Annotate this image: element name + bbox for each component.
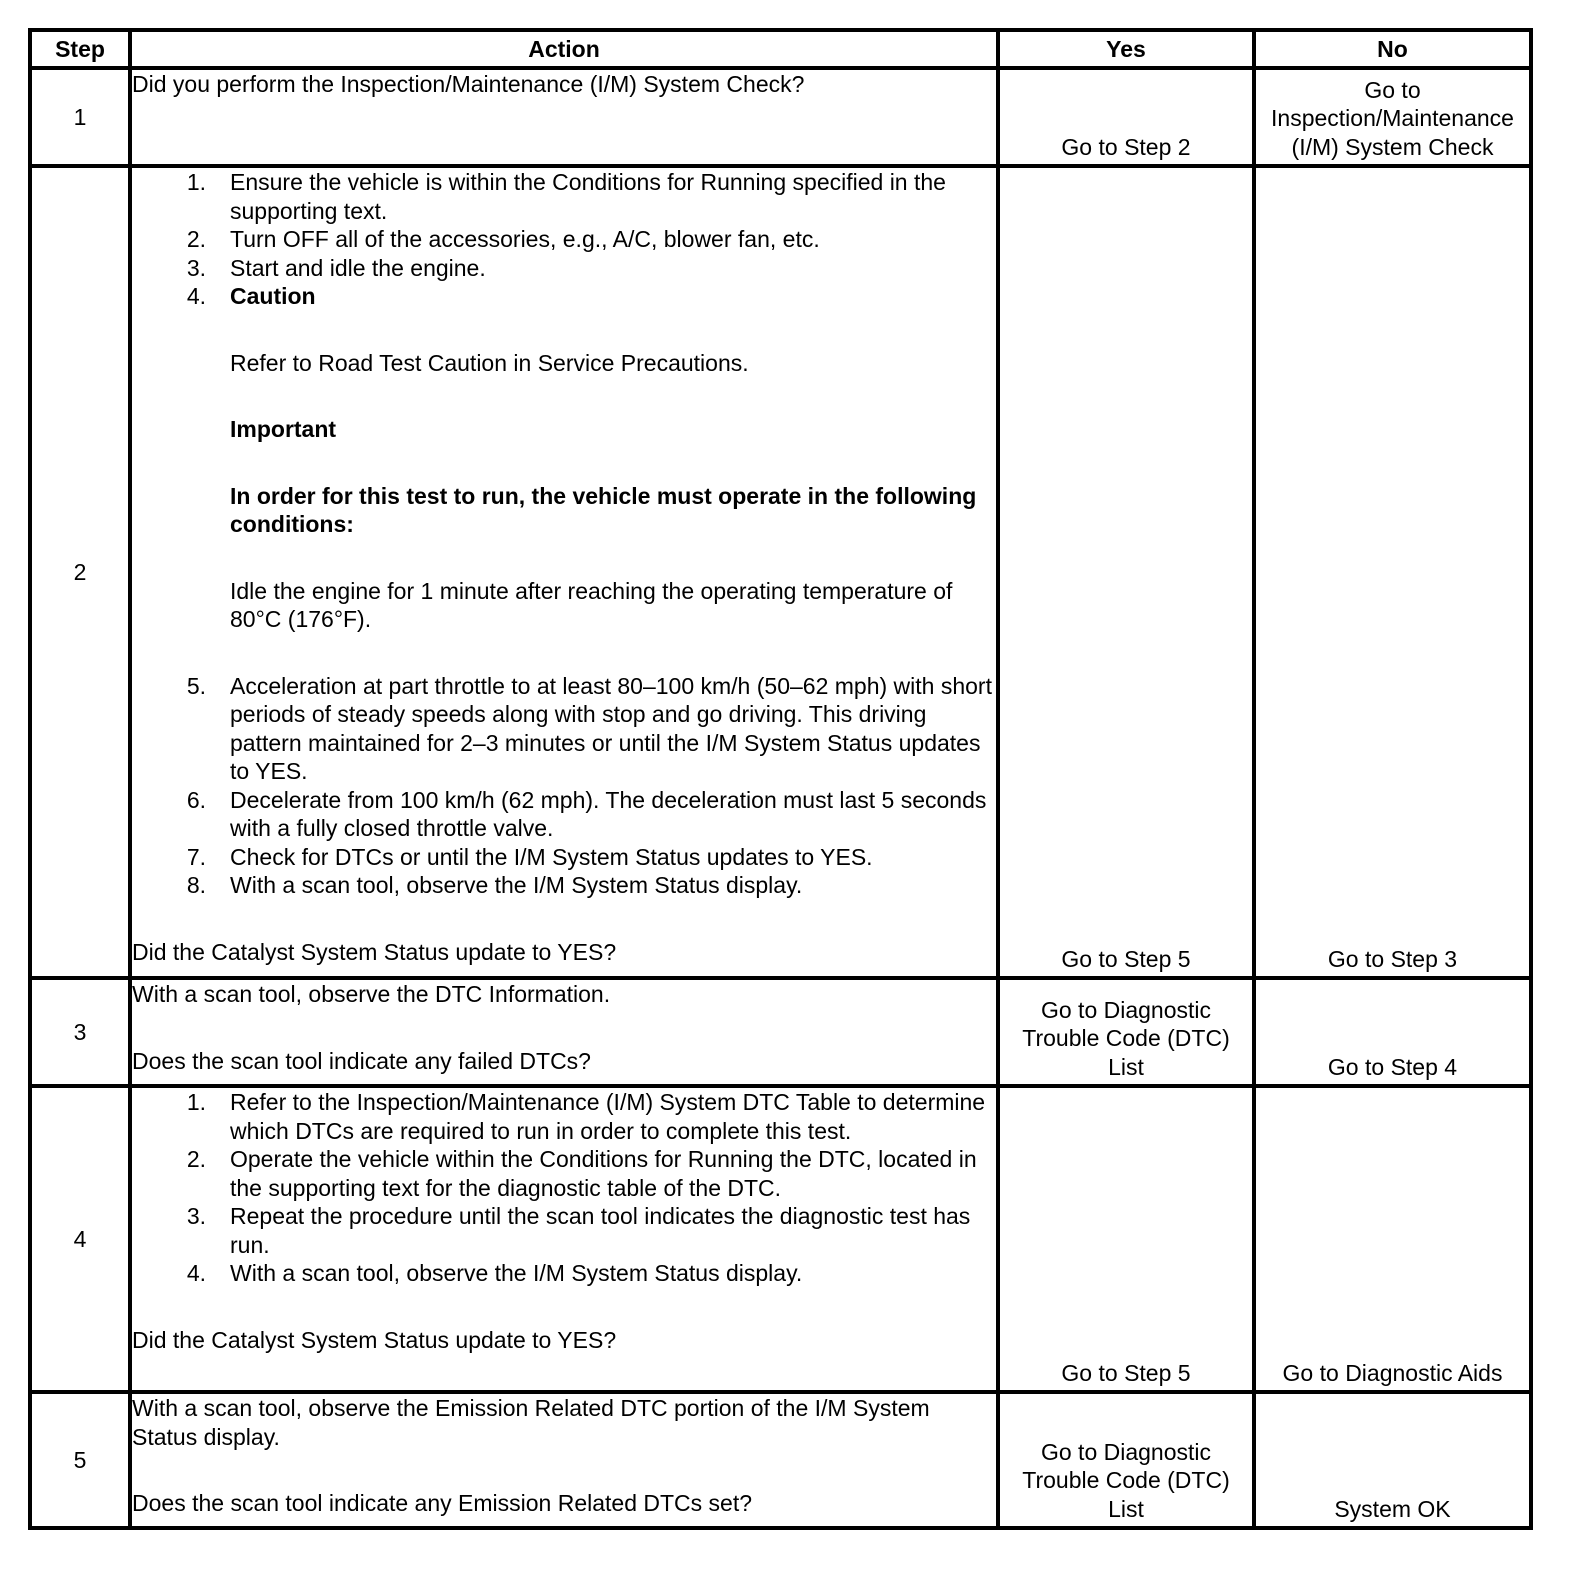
list-item: 3. Repeat the procedure until the scan tool indicates the diagnostic test has run. [186, 1203, 971, 1258]
question-text: Did the Catalyst System Status update to YES? [132, 938, 617, 965]
procedure-list [132, 168, 996, 311]
yes-line: List [1108, 1053, 1144, 1080]
yes-line: Go to Diagnostic [1040, 996, 1212, 1023]
yes-line: Go to Diagnostic [1040, 1438, 1212, 1465]
caution-label: Caution [230, 283, 316, 309]
important-text: In order for this test to run, the vehicle must operate in the following conditions: [230, 482, 977, 537]
important-label: Important [230, 416, 337, 442]
question-text: Did you perform the Inspection/Maintenance (I/M) System Check? [132, 71, 805, 97]
header-row [30, 30, 1531, 68]
table-row [30, 978, 1531, 1086]
step-number: 3 [30, 978, 130, 1086]
action-cell [130, 1392, 998, 1528]
action-cell [130, 166, 998, 978]
list-item: 2. Operate the vehicle within the Conditions for Running the DTC, located in the supporting text for the diagnostic table of the DTC. [186, 1146, 977, 1201]
question-text: Does the scan tool indicate any Emission Related DTCs set? [132, 1490, 753, 1516]
table-row [30, 166, 1531, 978]
list-item: 2. Turn OFF all of the accessories, e.g., A/C, blower fan, etc. [186, 226, 820, 252]
no-line: (I/M) System Check [1291, 133, 1494, 160]
instruction-text: With a scan tool, observe the DTC Information. [132, 981, 611, 1007]
yes-cell: Go to Step 5 [998, 166, 1254, 978]
action-cell [130, 68, 998, 166]
header-action: Action [130, 30, 998, 68]
yes-cell: Go to Step 2 [998, 68, 1254, 166]
list-item: 3. Start and idle the engine. [186, 254, 486, 281]
table-row [30, 1086, 1531, 1392]
step-number: 2 [30, 166, 130, 978]
diagnostic-table [28, 28, 1533, 1530]
action-cell [130, 1086, 998, 1392]
yes-cell [998, 1392, 1254, 1528]
header-step: Step [30, 30, 130, 68]
yes-line: Trouble Code (DTC) [1022, 1025, 1230, 1051]
no-line: Inspection/Maintenance [1271, 105, 1514, 131]
step-number: 4 [30, 1086, 130, 1392]
header-no: No [1254, 30, 1531, 68]
procedure-list [132, 672, 996, 900]
table-row [30, 1392, 1531, 1528]
yes-cell: Go to Step 5 [998, 1086, 1254, 1392]
no-cell: Go to Step 4 [1254, 978, 1531, 1086]
yes-line: Trouble Code (DTC) [1022, 1467, 1230, 1493]
list-item: 1. Refer to the Inspection/Maintenance (I/M) System DTC Table to determine which DTCs are required to run in order to complete this test. [186, 1089, 986, 1144]
list-item: 4. Caution [186, 283, 316, 309]
step-number: 1 [30, 68, 130, 166]
step-number: 5 [30, 1392, 130, 1528]
procedure-list [132, 1088, 996, 1288]
list-item: 8. With a scan tool, observe the I/M System Status display. [186, 872, 803, 898]
instruction-text: With a scan tool, observe the Emission Related DTC portion of the I/M System Status display. [132, 1395, 930, 1450]
no-line: Go to [1364, 76, 1421, 103]
idle-text: Idle the engine for 1 minute after reaching the operating temperature of 80°C (176°F). [230, 577, 953, 632]
list-item: 7. Check for DTCs or until the I/M System Status updates to YES. [186, 843, 873, 870]
caution-text: Refer to Road Test Caution in Service Precautions. [230, 349, 749, 376]
no-cell: Go to Step 3 [1254, 166, 1531, 978]
list-item: 5. Acceleration at part throttle to at least 80–100 km/h (50–62 mph) with short periods of steady speeds along with stop and go driving. This driving pattern maintained for 2–3 minutes or until the I/M System Status updates to YES. [186, 672, 992, 784]
no-cell: System OK [1254, 1392, 1531, 1528]
table-row [30, 68, 1531, 166]
list-item: 6. Decelerate from 100 km/h (62 mph). The deceleration must last 5 seconds with a fully closed throttle valve. [186, 786, 987, 841]
header-yes: Yes [998, 30, 1254, 68]
list-item: 1. Ensure the vehicle is within the Conditions for Running specified in the supporting text. [186, 169, 946, 224]
yes-cell [998, 978, 1254, 1086]
question-text: Does the scan tool indicate any failed DTCs? [132, 1047, 591, 1074]
action-cell [130, 978, 998, 1086]
yes-line: List [1108, 1495, 1144, 1522]
question-text: Did the Catalyst System Status update to YES? [132, 1326, 617, 1353]
no-cell [1254, 68, 1531, 166]
no-cell: Go to Diagnostic Aids [1254, 1086, 1531, 1392]
list-item: 4. With a scan tool, observe the I/M System Status display. [186, 1260, 803, 1286]
